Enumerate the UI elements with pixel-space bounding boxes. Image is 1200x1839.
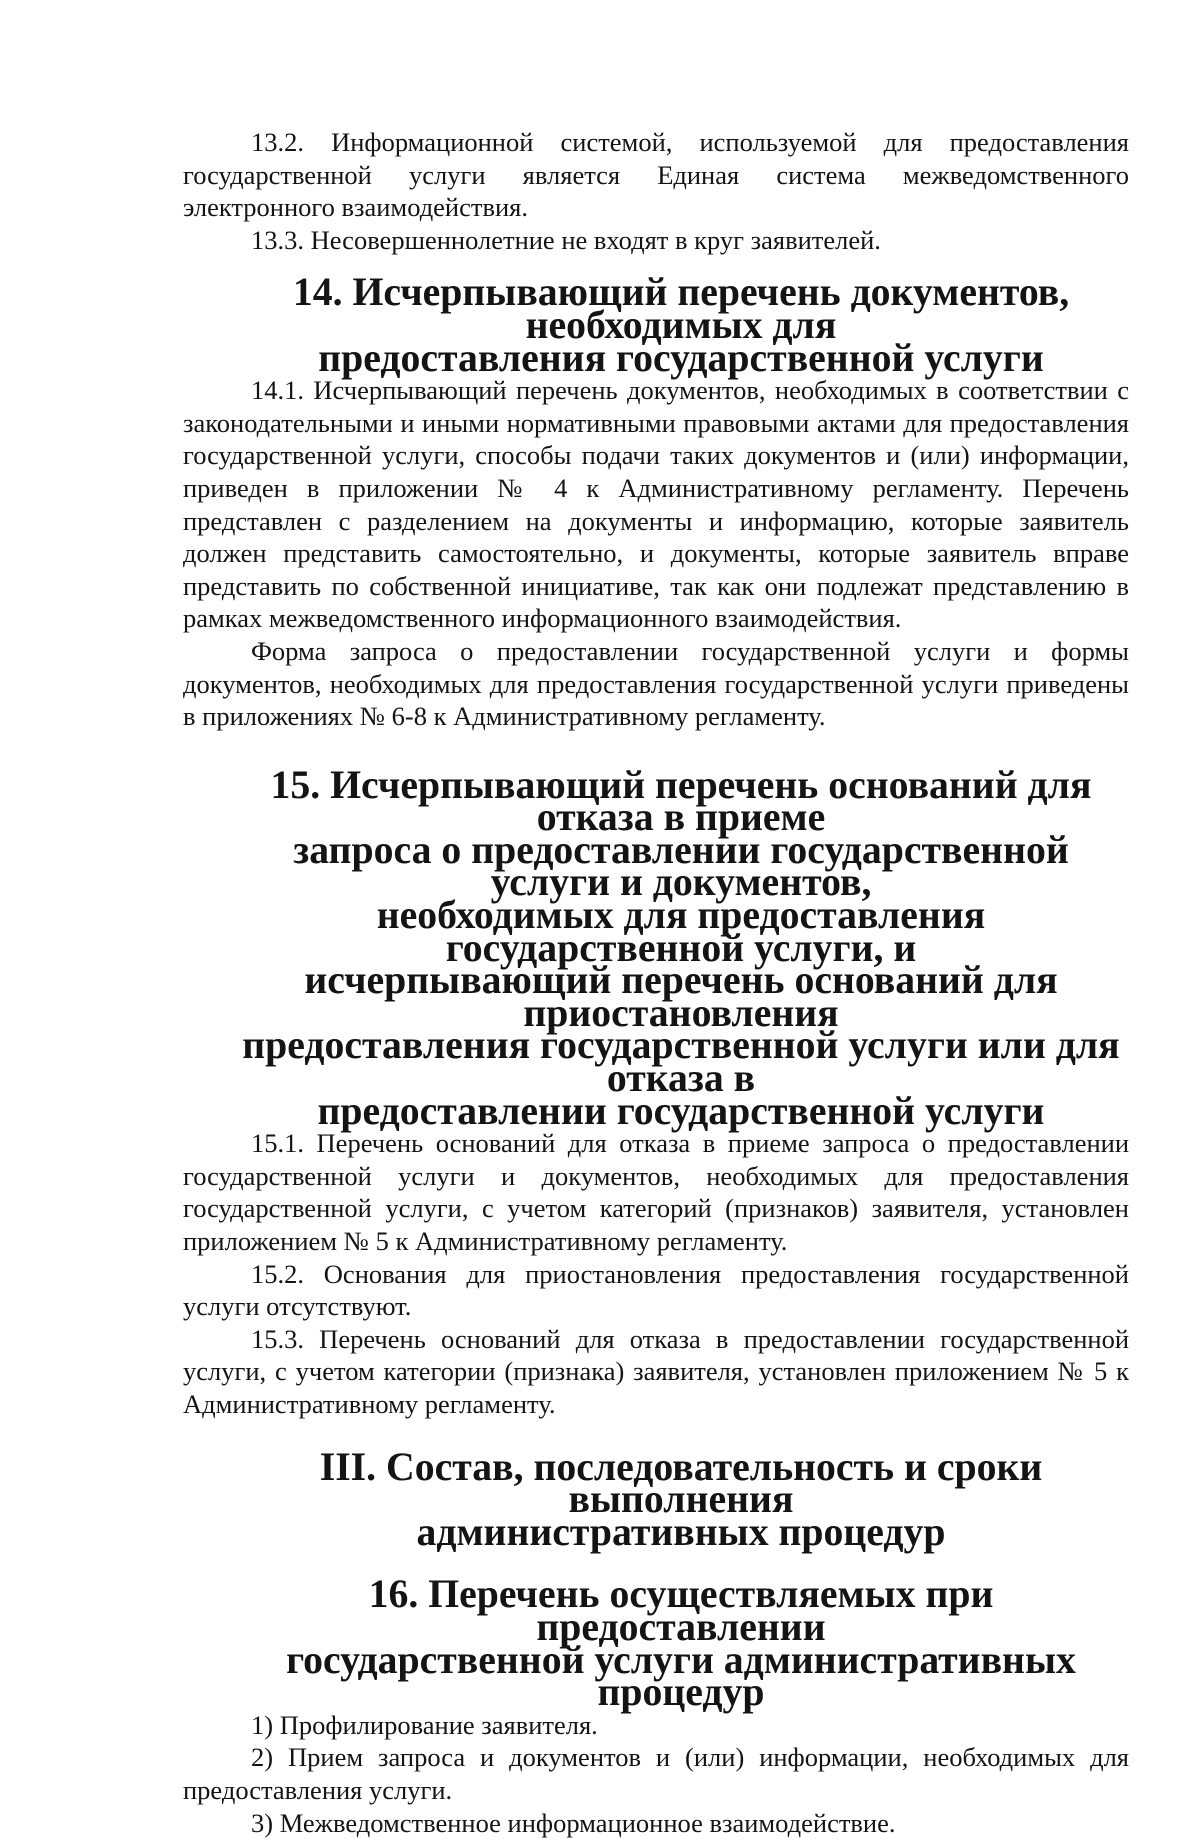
- paragraph-15-2: 15.2. Основания для приостановления предоставления государственной услуги отсутствуют.: [183, 1258, 1129, 1323]
- section-16-heading: [183, 1578, 1129, 1708]
- paragraph-14-1: 14.1. Исчерпывающий перечень документов, необходимых в соответствии с законодательными и иными нормативными правовыми актами для предоставления государственной услуги, способы подачи таких документов и (или) информации, приведен в приложении № 4 к Административному регламенту. Перечень представлен с разделением на документы и информацию, которые заявитель должен представить самостоятельно, и документы, которые заявитель вправе представить по собственной инициативе, так как они подлежат представлению в рамках межведомственного информационного взаимодействия.: [183, 374, 1129, 635]
- section-III-heading: [183, 1451, 1129, 1549]
- heading-line: необходимых для предоставления государственной услуги, и: [233, 899, 1129, 964]
- heading-line: 16. Перечень осуществляемых при предоставлении: [233, 1578, 1129, 1643]
- document-page: [183, 126, 1129, 1839]
- heading-line: предоставления государственной услуги или для отказа в: [233, 1029, 1129, 1094]
- paragraph-15-3: 15.3. Перечень оснований для отказа в предоставлении государственной услуги, с учетом категории (признака) заявителя, установлен приложением № 5 к Административному регламенту.: [183, 1323, 1129, 1421]
- list-item-2: 2) Прием запроса и документов и (или) информации, необходимых для предоставления услуги.: [183, 1741, 1129, 1806]
- list-item-1: 1) Профилирование заявителя.: [183, 1709, 1129, 1742]
- heading-line: исчерпывающий перечень оснований для приостановления: [233, 964, 1129, 1029]
- heading-line: III. Состав, последовательность и сроки выполнения: [233, 1451, 1129, 1516]
- paragraph-15-1: 15.1. Перечень оснований для отказа в приеме запроса о предоставлении государственной услуги и документов, необходимых для предоставления государственной услуги, с учетом категорий (признаков) заявителя, установлен приложением № 5 к Административному регламенту.: [183, 1127, 1129, 1257]
- paragraph-13-3: 13.3. Несовершеннолетние не входят в круг заявителей.: [183, 224, 1129, 257]
- heading-line: запроса о предоставлении государственной услуги и документов,: [233, 834, 1129, 899]
- heading-line: государственной услуги административных процедур: [233, 1644, 1129, 1709]
- heading-line: административных процедур: [233, 1516, 1129, 1549]
- section-14-heading: [183, 276, 1129, 374]
- heading-line: 14. Исчерпывающий перечень документов, необходимых для: [233, 276, 1129, 341]
- paragraph-14-form: Форма запроса о предоставлении государственной услуги и формы документов, необходимых для предоставления государственной услуги приведены в приложениях № 6-8 к Административному регламенту.: [183, 635, 1129, 733]
- section-15-heading: [183, 769, 1129, 1128]
- list-item-3: 3) Межведомственное информационное взаимодействие.: [183, 1807, 1129, 1839]
- paragraph-13-2: 13.2. Информационной системой, используемой для предоставления государственной услуги является Единая система межведомственного электронного взаимодействия.: [183, 126, 1129, 224]
- heading-line: 15. Исчерпывающий перечень оснований для отказа в приеме: [233, 769, 1129, 834]
- heading-line: предоставлении государственной услуги: [233, 1095, 1129, 1128]
- heading-line: предоставления государственной услуги: [233, 342, 1129, 375]
